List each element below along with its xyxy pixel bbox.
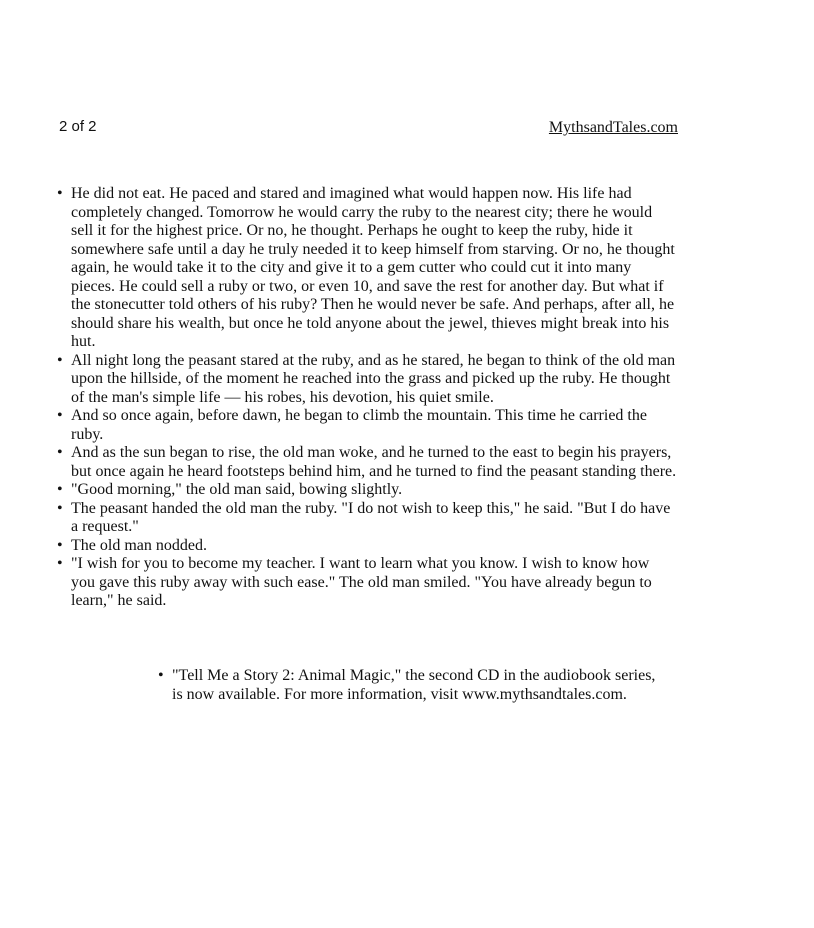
list-item: • The old man nodded. (57, 537, 677, 556)
page-counter: 2 of 2 (59, 118, 97, 135)
list-item: • And as the sun began to rise, the old man woke, and he turned to the east to begin his prayers, but once again he heard footsteps behind him, and he turned to find the peasant standing there. (57, 444, 677, 481)
audiobook-note (158, 667, 658, 704)
list-item: • He did not eat. He paced and stared and imagined what would happen now. His life had completely changed. Tomorrow he would carry the ruby to the nearest city; there he would sell it for the highest price. Or no, he thought. Perhaps he ought to keep the ruby, hide it somewhere safe until a day he truly needed it to keep himself from starving. Or no, he thought again, he would take it to the city and give it to a gem cutter who could cut it into many pieces. He could sell a ruby or two, or even 10, and save the rest for another day. But what if the stonecutter told others of his ruby? Then he would never be safe. And perhaps, after all, he should share his wealth, but once he told anyone about the jewel, thieves might break into his hut. (57, 185, 677, 352)
audiobook-note-text: • "Tell Me a Story 2: Animal Magic," the second CD in the audiobook series, is now available. For more information, visit www.mythsandtales.com. (158, 667, 658, 704)
list-item: • The peasant handed the old man the ruby. "I do not wish to keep this," he said. "But I do have a request." (57, 500, 677, 537)
list-item: • "I wish for you to become my teacher. I want to learn what you know. I wish to know how you gave this ruby away with such ease." The old man smiled. "You have already begun to learn," he said. (57, 555, 677, 611)
list-item: • All night long the peasant stared at the ruby, and as he stared, he began to think of the old man upon the hillside, of the moment he reached into the grass and picked up the ruby. He thought of the man's simple life — his robes, his devotion, his quiet smile. (57, 352, 677, 408)
list-item: • And so once again, before dawn, he began to climb the mountain. This time he carried the ruby. (57, 407, 677, 444)
story-list (57, 185, 677, 611)
site-link[interactable]: MythsandTales.com (548, 119, 678, 136)
list-item: • "Good morning," the old man said, bowing slightly. (57, 481, 677, 500)
